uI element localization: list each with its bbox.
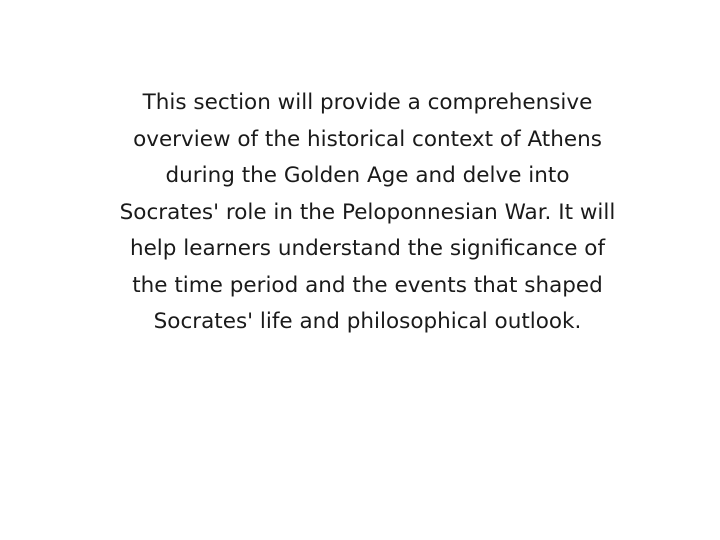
section-description: This section will provide a comprehensive overview of the historical context of Athens during the Golden Age and delve into Socrates' role in the Peloponnesian War. It will help learners understand the significance of the time period and the events that shaped Socrates' life and philosophical outlook. — [119, 90, 616, 334]
